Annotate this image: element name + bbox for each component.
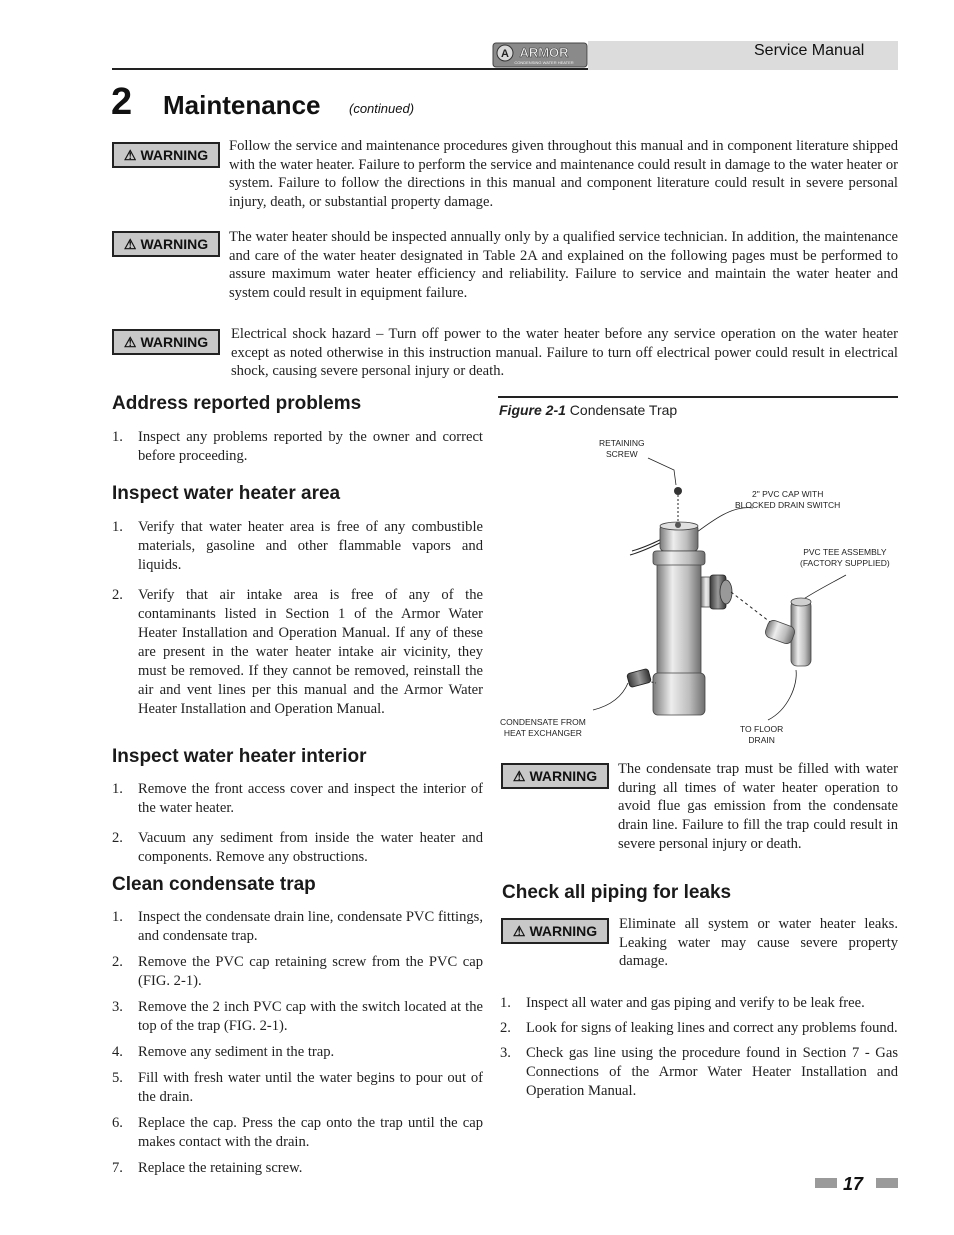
warning-text: Eliminate all system or water heater leaks. Leaking water may cause severe property damage. [619, 916, 898, 970]
warning-label: WARNING [140, 236, 209, 252]
label-retaining-screw: RETAINING SCREW [599, 438, 645, 459]
condensate-trap-figure [498, 425, 898, 750]
heading-inspect-area: Inspect water heater area [112, 483, 341, 504]
figure-number: Figure 2-1 [499, 402, 566, 418]
warning-label: WARNING [529, 768, 598, 784]
figure-caption [499, 402, 677, 418]
armor-logo [492, 42, 588, 68]
warning-badge [112, 142, 220, 168]
list-item: 3. Remove the 2 inch PVC cap with the switch located at the top of the trap (FIG. 2-1). [112, 999, 483, 1034]
svg-text:CONDENSING WATER HEATER: CONDENSING WATER HEATER [514, 60, 574, 65]
warning-label: WARNING [529, 923, 598, 939]
figure-title: Condensate Trap [569, 402, 678, 418]
warning-badge [501, 763, 609, 789]
list-item: 2. Verify that air intake area is free of any of the contaminants listed in Section 1 of the Armor Water Heater Installation and Operation Manual. If any of these are present in the water heater intake air vicinity, they must be removed. If they cannot be removed, reinstall the air and vent lines per this manual and the Armor Water Heater Installation and Operation Manual. [112, 587, 483, 717]
heading-inspect-interior: Inspect water heater interior [112, 746, 367, 767]
label-to-floor-drain: TO FLOOR DRAIN [740, 724, 784, 745]
section-number: 2 [111, 81, 133, 123]
list-item: 2. Look for signs of leaking lines and correct any problems found. [500, 1020, 898, 1036]
list-item: 3. Check gas line using the procedure found in Section 7 - Gas Connections of the Armor Water Heater Installation and Operation Manual. [500, 1045, 898, 1099]
warning-triangle-icon: ⚠ [123, 235, 137, 252]
list-item: 4. Remove any sediment in the trap. [112, 1044, 335, 1060]
warning-badge [112, 329, 220, 355]
warning-triangle-icon: ⚠ [512, 767, 526, 784]
label-condensate-from: CONDENSATE FROM HEAT EXCHANGER [500, 717, 586, 738]
warning-triangle-icon: ⚠ [512, 922, 526, 939]
list-item: 2. Remove the PVC cap retaining screw from the PVC cap (FIG. 2-1). [112, 954, 483, 989]
list-item: 1. Verify that water heater area is free of any combustible materials, gasoline and other flammable vapors and liquids. [112, 519, 483, 573]
warning-text: Electrical shock hazard – Turn off power to the water heater before any service operation on the water heater except as noted otherwise in this instruction manual. Failure to turn off electrical power could result in electrical shock, causing severe personal injury or death. [231, 326, 898, 380]
warning-text: The condensate trap must be filled with water during all times of water heater operation to avoid flue gas emission from the condensate drain line. Failure to fill the trap could result in severe personal injury or death. [618, 761, 898, 852]
heading-address-problems: Address reported problems [112, 393, 362, 414]
warning-triangle-icon: ⚠ [123, 333, 137, 350]
clean-condensate-list [112, 908, 483, 1178]
list-item: 1. Remove the front access cover and inspect the interior of the water heater. [112, 781, 483, 816]
warning-label: WARNING [140, 334, 209, 350]
header-rule [112, 68, 588, 70]
warning-text: The water heater should be inspected annually only by a qualified service technician. In addition, the maintenance and care of the water heater designated in Table 2A and explained on the following pages must be performed to assure maximum water heater efficiency and reliability. Failure to service and maintain the water heater and system could result in equipment failure. [229, 229, 898, 302]
list-item: 7. Replace the retaining screw. [112, 1160, 303, 1176]
address-problems-list [112, 428, 483, 466]
label-pvc-tee: PVC TEE ASSEMBLY (FACTORY SUPPLIED) [800, 547, 890, 568]
warning-text: Follow the service and maintenance procedures given throughout this manual and in component literature shipped with the water heater. Failure to perform the service and maintenance could result in damage to the water heater or system. Failure to follow the directions in this manual and component literature could result in severe personal injury, death, or substantial property damage. [229, 138, 898, 211]
warning-badge [501, 918, 609, 944]
inspect-interior-list [112, 780, 483, 867]
list-item: 6. Replace the cap. Press the cap onto the trap until the cap makes contact with the drain. [112, 1115, 483, 1150]
list-item: 1. Inspect the condensate drain line, condensate PVC fittings, and condensate trap. [112, 909, 483, 944]
manual-label: Service Manual [754, 42, 865, 59]
footer-bar-right [876, 1178, 898, 1188]
warning-label: WARNING [140, 147, 209, 163]
check-piping-list [500, 994, 898, 1101]
list-item: 1. Inspect all water and gas piping and verify to be leak free. [500, 995, 865, 1011]
heading-clean-condensate: Clean condensate trap [112, 874, 316, 895]
section-title: Maintenance [163, 90, 321, 120]
list-item: 5. Fill with fresh water until the water begins to pour out of the drain. [112, 1070, 483, 1105]
page-number: 17 [843, 1174, 864, 1194]
list-item: 1. Inspect any problems reported by the owner and correct before proceeding. [112, 429, 483, 464]
section-continued-note: (continued) [349, 101, 415, 116]
warning-badge [112, 231, 220, 257]
condensate-trap-diagram [498, 425, 898, 750]
list-item: 2. Vacuum any sediment from inside the water heater and components. Remove any obstructions. [112, 830, 483, 865]
footer-bar-left [815, 1178, 837, 1188]
svg-text:ARMOR: ARMOR [519, 45, 569, 60]
heading-check-piping: Check all piping for leaks [502, 882, 732, 903]
inspect-area-list [112, 518, 483, 719]
warning-triangle-icon: ⚠ [123, 146, 137, 163]
svg-text:A: A [501, 48, 509, 60]
label-pvc-cap: 2" PVC CAP WITH BLOCKED DRAIN SWITCH [735, 489, 841, 510]
figure-rule [498, 396, 898, 398]
